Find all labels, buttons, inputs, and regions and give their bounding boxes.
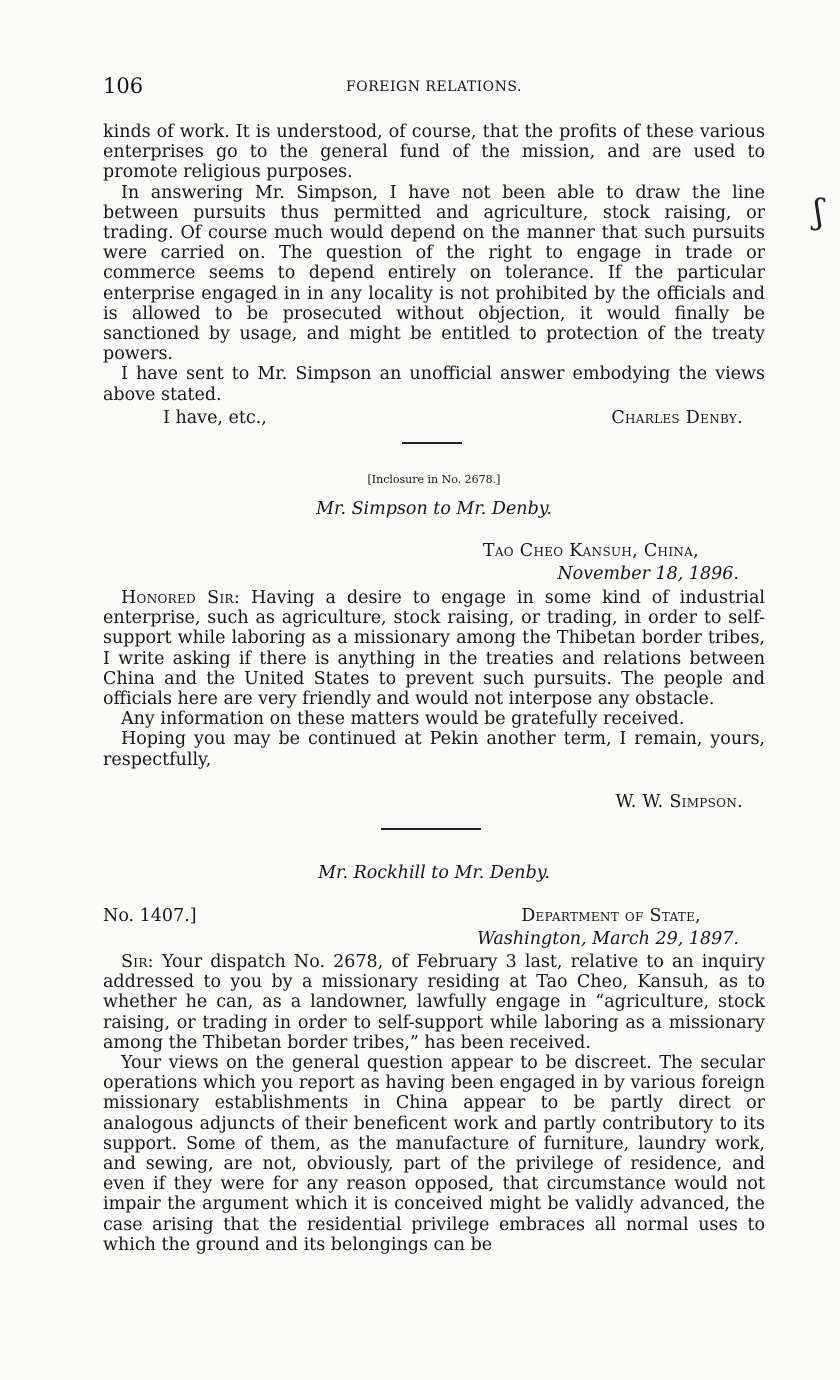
paragraph: Having a desire to engage in some kind of industrial enterprise, such as agriculture, stock raising, or trading, in order to self-support while laboring as a missionary among the Thibetan border tribes, I write asking if there is anything in the treaties and relations between China and the United States to prevent such pursuits. The people and officials here are very friendly and would not interpose any obstacle. bbox=[103, 588, 765, 710]
signature: Charles Denby. bbox=[611, 408, 743, 428]
paragraph: Any information on these matters would be gratefully received. bbox=[121, 709, 685, 730]
divider bbox=[381, 828, 481, 830]
letter-heading: Mr. Rockhill to Mr. Denby. bbox=[318, 863, 550, 883]
paragraph: Your views on the general question appear to be discreet. The secular operations which you report as having been engaged in by various foreign missionary establishments in China appear to be partly direct or analogous adjuncts of their beneficent work and partly contributory to its support. Some of them, as the manufacture of furniture, laundry work, and sewing, are not, obviously, part of the privilege of residence, and even if they were for any reason opposed, that circumstance would not impair the argument which it is conceived might be validly advanced, the case arising that the residential privilege embraces all normal uses to which the ground and its belongings can be bbox=[103, 1053, 765, 1255]
inclosure-note: [Inclosure in No. 2678.] bbox=[367, 473, 501, 486]
department: Department of State, bbox=[521, 906, 701, 926]
place: Tao Cheo Kansuh, China, bbox=[482, 541, 699, 561]
paragraph: I have sent to Mr. Simpson an unofficial answer embodying the views above stated. bbox=[103, 364, 765, 405]
paragraph: kinds of work. It is understood, of course, that the profits of these various enterprises go to the general fund of the mission, and are used to promote religious purposes. bbox=[103, 122, 765, 183]
running-title: FOREIGN RELATIONS. bbox=[346, 79, 522, 95]
paragraph: Hoping you may be continued at Pekin another term, I remain, yours, respectfully, bbox=[103, 729, 765, 770]
dispatch-number: No. 1407.] bbox=[103, 906, 197, 926]
paragraph: In answering Mr. Simpson, I have not been able to draw the line between pursuits thus permitted and agriculture, stock raising, or trading. Of course much would depend on the manner that such pursuits were carried on. The question of the right to engage in trade or commerce seems to depend entirely on tolerance. If the particular enterprise engaged in in any locality is not prohibited by the officials and is allowed to be prosecuted without objection, it would finally be sanctioned by usage, and might be entitled to protection of the treaty powers. bbox=[103, 182, 765, 365]
date: November 18, 1896. bbox=[557, 564, 739, 584]
place-date: Washington, March 29, 1897. bbox=[476, 929, 739, 949]
paragraph: Your dispatch No. 2678, of February 3 last, relative to an inquiry addressed to you by a missionary residing at Tao Cheo, Kansuh, as to whether he can, as a landowner, lawfully engage in “agriculture, stock raising, or trading in order to self-support while laboring as a missionary among the Thibetan border tribes,” has been received. bbox=[103, 952, 765, 1053]
salutation: Honored Sir: bbox=[121, 588, 241, 608]
letter3-number-row bbox=[103, 906, 765, 926]
divider bbox=[402, 442, 462, 444]
signature: W. W. Simpson. bbox=[615, 792, 743, 812]
letter-heading: Mr. Simpson to Mr. Denby. bbox=[316, 499, 552, 519]
salutation: Sir: bbox=[121, 952, 154, 972]
page-number: 106 bbox=[103, 74, 144, 98]
letter3-body bbox=[103, 952, 765, 1255]
letter1-body bbox=[103, 122, 765, 405]
page-header bbox=[103, 74, 765, 98]
margin-mark: ʃ bbox=[814, 192, 824, 232]
inclosure-body bbox=[103, 588, 765, 770]
closing: I have, etc., bbox=[163, 408, 267, 428]
